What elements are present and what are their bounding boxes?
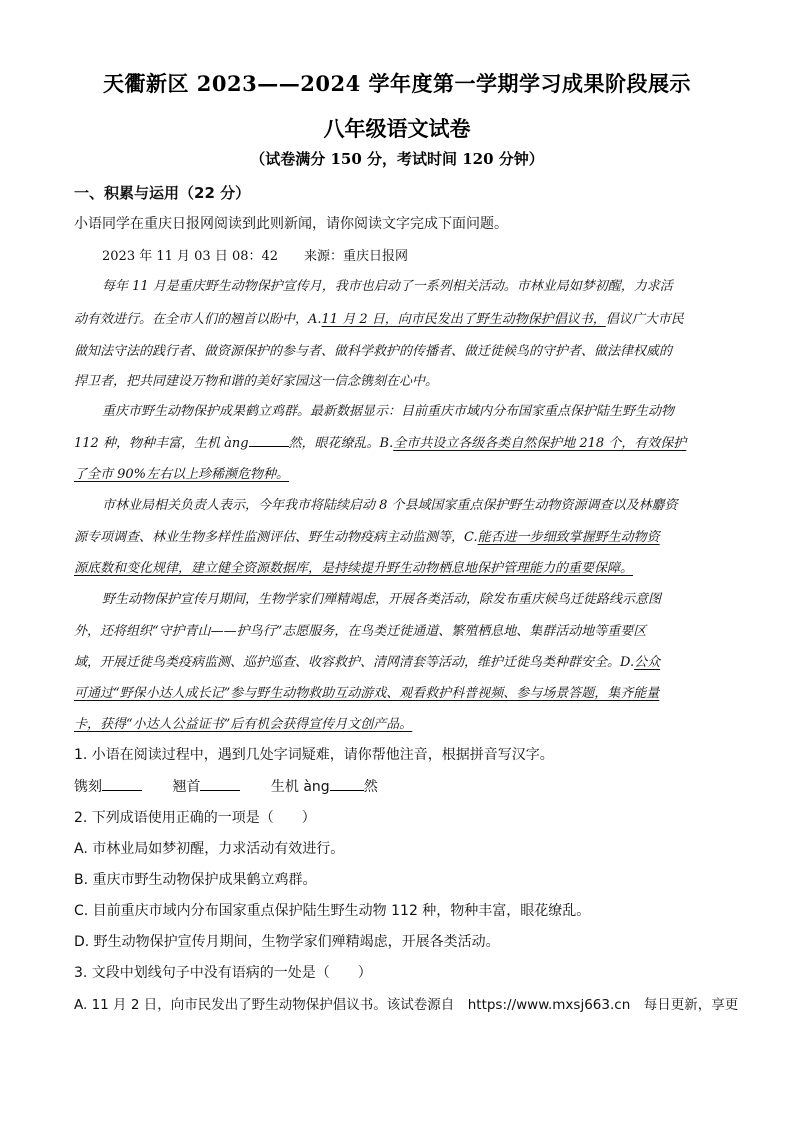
article-text: 域，开展迁徙鸟类疫病监测、巡护巡查、收容救护、清网清套等活动，维护迁徙鸟类种群安全。D.: [74, 655, 635, 670]
q1-item-c: 生机 àng: [270, 779, 330, 795]
q2-option-a[interactable]: A. 市林业局如梦初醒，力求活动有效进行。: [74, 841, 345, 857]
q2-option-d[interactable]: D. 野生动物保护宣传月期间，生物学家们殚精竭虑，开展各类活动。: [74, 934, 500, 950]
article-p3-line3: [74, 557, 716, 576]
underlined-sentence-b-cont: 了全市 90%左右以上珍稀濒危物种。: [74, 467, 290, 482]
article-p2-line3: [74, 463, 716, 482]
fill-blank: [249, 434, 289, 447]
article-p4-line4: [74, 682, 716, 701]
article-text: 动有效进行。在全市人们的翘首以盼中，A.: [74, 312, 322, 327]
question-3: 3. 文段中划线句子中没有语病的一处是（ ）: [74, 965, 372, 981]
underlined-sentence-c-cont: 源底数和变化规律，建立健全资源数据库，是持续提升野生动物栖息地保护管理能力的重要保障。: [74, 561, 634, 576]
article-p4-line1: 野生动物保护宣传月期间，生物学家们殚精竭虑，开展各类活动，除发布重庆候鸟迁徙路线示意图: [102, 592, 662, 607]
q2-option-c[interactable]: C. 目前重庆市域内分布国家重点保护陆生野生动物 112 种，物种丰富，眼花缭乱。: [74, 903, 591, 919]
question-2: 2. 下列成语使用正确的一项是（ ）: [74, 810, 316, 826]
article-p2-line1: 重庆市野生动物保护成果鹤立鸡群。最新数据显示：目前重庆市域内分布国家重点保护陆生野生动物: [102, 404, 675, 419]
underlined-sentence-d-end: 卡，获得“小达人公益证书”后有机会获得宣传月文创产品。: [74, 717, 413, 732]
article-p3-line2: [74, 526, 716, 545]
article-p2-line2: [74, 432, 716, 451]
article-p1-line1: 每年 11 月是重庆野生动物保护宣传月，我市也启动了一系列相关活动。市林业局如梦初醒，力求活: [102, 279, 673, 294]
answer-blank[interactable]: [330, 778, 364, 791]
underlined-sentence-a: 11 月 2 日，向市民发出了野生动物保护倡议书，: [321, 312, 606, 327]
article-p4-line5: [74, 713, 716, 732]
underlined-sentence-d: 公众: [634, 655, 661, 670]
question-1: 1. 小语在阅读过程中，遇到几处字词疑难，请你帮他注音，根据拼音写汉字。: [74, 747, 554, 763]
q1-item-b: 翘首: [172, 779, 201, 795]
exam-title: 天衢新区 2023——2024 学年度第一学期学习成果阶段展示: [102, 71, 691, 96]
article-text: 112 种，物种丰富，生机 àng: [74, 436, 249, 451]
article-p1-line3: 做知法守法的践行者、做资源保护的参与者、做科学救护的传播者、做迁徙候鸟的守护者、做法律权威的: [74, 344, 673, 359]
q1-item-c-suffix: 然: [363, 779, 378, 795]
q1-item-a: 镌刻: [74, 779, 102, 795]
intro-text: 小语同学在重庆日报网阅读到此则新闻，请你阅读文字完成下面问题。: [74, 216, 508, 232]
article-p1-line4: 捍卫者，把共同建设万物和谐的美好家园这一信念镌刻在心中。: [74, 374, 439, 389]
q3-option-a[interactable]: A. 11 月 2 日，向市民发出了野生动物保护倡议书。该试卷源自 https://www.mxsj663.cn 每日更新，享更: [74, 997, 739, 1013]
exam-note: （试卷满分 150 分，考试时间 120 分钟）: [250, 150, 544, 168]
article-text: 倡议广大市民: [605, 312, 684, 327]
article-p3-line1: 市林业局相关负责人表示，今年我市将陆续启动 8 个县域国家重点保护野生动物资源调查以及林麝资: [102, 498, 678, 513]
underlined-sentence-d-cont: 可通过“野保小达人成长记”参与野生动物救助互动游戏、观看救护科普视频、参与场景答题，集齐能量: [74, 686, 660, 701]
question-1-items: [74, 776, 378, 796]
article-p4-line2: 外，还将组织“守护青山——护鸟行”志愿服务，在鸟类迁徙通道、繁殖栖息地、集群活动地等重要区: [74, 624, 647, 639]
exam-subtitle: 八年级语文试卷: [323, 116, 471, 141]
article-p4-line3: [74, 651, 716, 670]
section-heading: 一、积累与运用（22 分）: [74, 184, 251, 202]
answer-blank[interactable]: [102, 778, 142, 791]
news-meta: 2023 年 11 月 03 日 08：42 来源：重庆日报网: [102, 249, 409, 264]
answer-blank[interactable]: [200, 778, 240, 791]
q2-option-b[interactable]: B. 重庆市野生动物保护成果鹤立鸡群。: [74, 872, 317, 888]
article-text: 然，眼花缭乱。B.: [288, 436, 394, 451]
article-text: 源专项调查、林业生物多样性监测评估、野生动物疫病主动监测等，C.: [74, 530, 478, 545]
underlined-sentence-b: 全市共设立各级各类自然保护地 218 个，有效保护: [393, 436, 687, 451]
underlined-sentence-c: 能否进一步细致掌握野生动物资: [477, 530, 660, 545]
article-p1-line2: [74, 308, 716, 327]
